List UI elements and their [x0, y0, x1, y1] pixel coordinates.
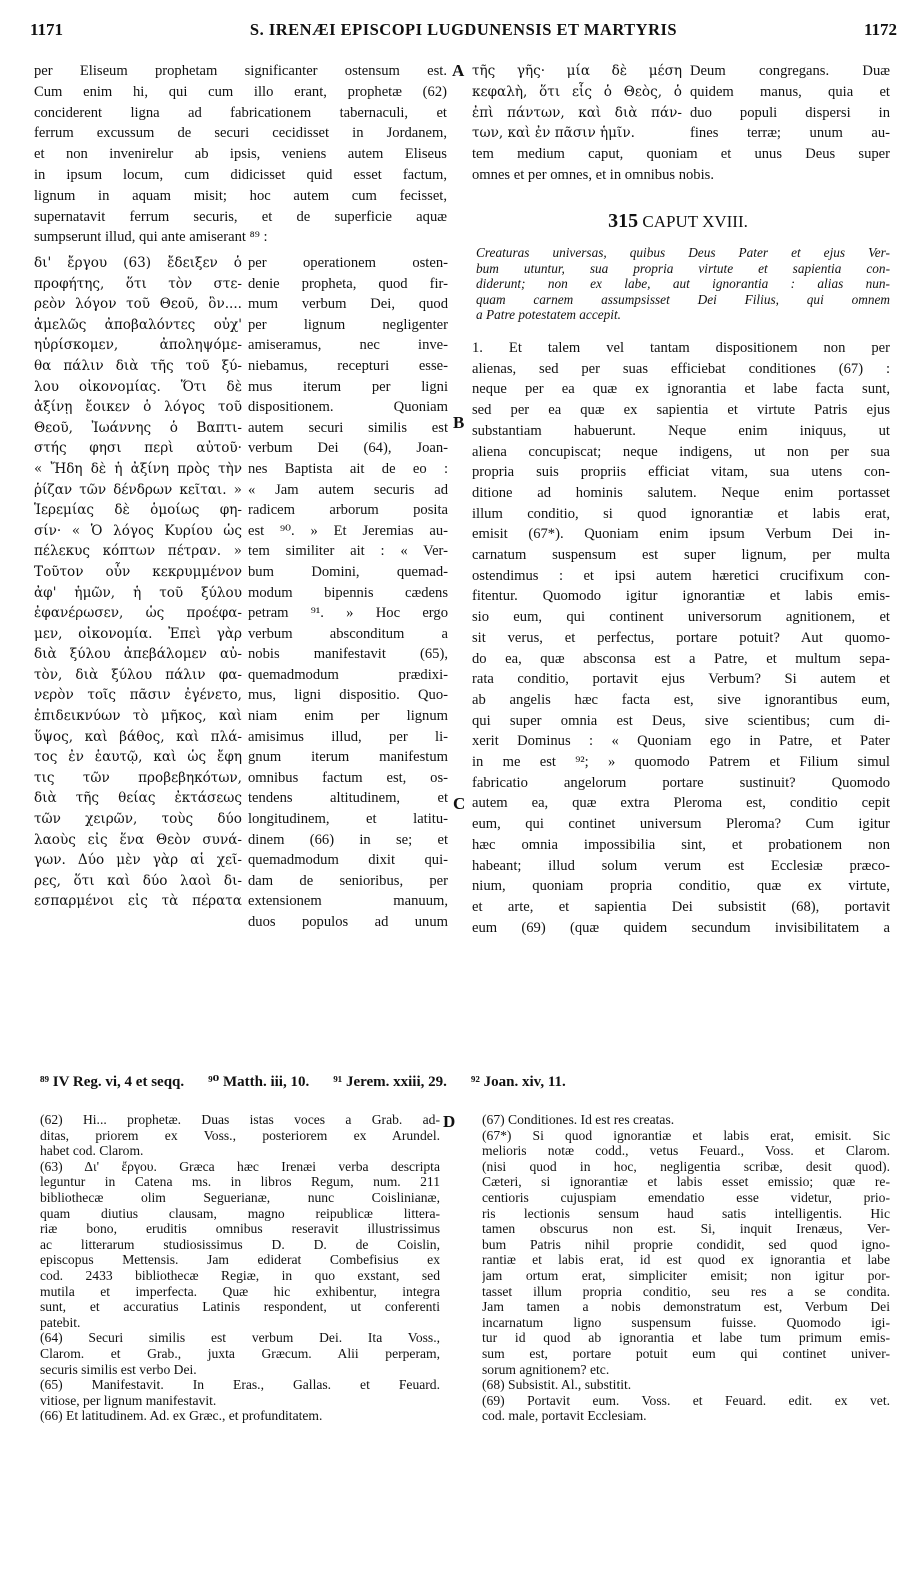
- right-greek-line: των, καὶ ἐν πᾶσιν ἡμῖν.: [472, 125, 635, 142]
- greek-line: ρες, ὅτι καὶ δύο λαοὶ δι-: [34, 872, 242, 889]
- scripture-ref: ⁸⁹ IV Reg. vi, 4 et seqq.: [40, 1074, 185, 1090]
- latin-line: est ⁹⁰. » Et Jeremias au-: [248, 522, 448, 539]
- note-line: patebit.: [40, 1314, 81, 1330]
- greek-line: ρεὸν λόγον τοῦ Θεοῦ, ὃν....: [34, 296, 242, 313]
- greek-line: διὰ ξύλου ἀπεβάλομεν αὐ-: [34, 646, 242, 663]
- note-line: sum est, portare potuit eum qui continet univer-: [482, 1345, 890, 1361]
- greek-line: τος ἐν ἑαυτῷ, καὶ ὡς ἔφη: [34, 749, 242, 766]
- latin-line: amisimus illud, per li-: [248, 728, 448, 745]
- body-line: autem ea, quæ extra Pleroma est, conditio cepit: [472, 795, 890, 812]
- greek-line: εσπαρμένοι εἰς τὰ πέρατα: [34, 893, 242, 910]
- latin-line: omnibus factum est, os-: [248, 769, 448, 786]
- greek-line: ηὑρίσκομεν, ἀποληψόμε-: [34, 337, 242, 354]
- note-line: tamen obscurus non est. Si, inquit Irenæus, Ver-: [482, 1221, 890, 1237]
- right-full-line: tem medium caput, quoniam et unus Deus super: [472, 146, 890, 162]
- chapter-heading: [466, 210, 890, 233]
- note-line: riæ bono, eruditis omnibus reseravit illustrissimus: [40, 1221, 440, 1237]
- latin-line: quemadmodum dixit qui-: [248, 852, 448, 869]
- page-number-left: 1171: [30, 20, 64, 39]
- greek-line: Τοῦτον οὖν κεκρυμμένον: [34, 563, 242, 580]
- body-line: eum (69) (quæ quidem secundum invisibilitatem a: [472, 919, 890, 936]
- greek-line: σίν· « Ὁ λόγος Κυρίου ὡς: [34, 522, 242, 539]
- body-line: emisit (67*). Quoniam enim ipsum Verbum Dei in-: [472, 526, 890, 543]
- note-line: (69) Portavit eum. Voss. et Feuard. edit. ex vet.: [482, 1392, 890, 1408]
- body-line: carnatum suspensum est super lignum, per multa: [472, 547, 890, 564]
- footnotes-right: [482, 1112, 890, 1424]
- note-line: rantiæ et labis erat, id est quod ex ignorantia et labe: [482, 1252, 890, 1268]
- body-line: in me est ⁹²; » quomodo Patrem et Filium simul: [472, 754, 890, 771]
- note-line: ris lectionis sensum haud satis intelligentis. Hic: [482, 1205, 890, 1221]
- note-line: Jam tamen a nobis demonstratum est, Verbum Dei: [482, 1299, 890, 1315]
- left-column-intro: [34, 61, 447, 248]
- latin-line: verbum Dei (64), Joan-: [248, 440, 448, 457]
- greek-line: προφήτης, ὅτι τὸν στε-: [34, 275, 242, 292]
- note-line: melioris notæ codd., vetus Feuard., Voss. et Clarom.: [482, 1143, 890, 1159]
- latin-line: per operationem osten-: [248, 255, 448, 271]
- latin-line: dispositionem. Quoniam: [248, 399, 448, 416]
- intro-line: lignum in aquam misit; hoc autem cum fecisset,: [34, 187, 447, 204]
- body-line: fitentur. Quomodo igitur ignorantiæ et labis emis-: [472, 588, 890, 605]
- greek-line: ἐφανέρωσεν, ὡς προέφα-: [34, 605, 242, 622]
- summary-line: a Patre potestatem accepit.: [476, 307, 621, 323]
- latin-line: gnum iterum manifestum: [248, 749, 448, 766]
- right-latin-line: fines terræ; unum au-: [690, 125, 890, 142]
- latin-line: mus iterum per ligni: [248, 378, 448, 395]
- scripture-ref: ⁹¹ Jerem. xxiii, 29.: [333, 1074, 447, 1090]
- greek-line: δι' ἔργου (63) ἔδειξεν ὁ: [34, 255, 242, 271]
- note-line: bibliothecæ olim Seguerianæ, nunc Coislinianæ,: [40, 1189, 440, 1205]
- note-line: tur id quod ab ignorantia et labe tum primum emis-: [482, 1330, 890, 1346]
- greek-line: ἀμελῶς ἀποβαλόντες οὐχ': [34, 316, 242, 333]
- right-latin-line: Deum congregans. Duæ: [690, 63, 890, 79]
- chapter-title: CAPUT XVIII.: [642, 212, 748, 231]
- latin-line: radicem arborum posita: [248, 502, 448, 519]
- body-line: propria suis propriis efficiat vitam, sua utens con-: [472, 464, 890, 481]
- greek-line: τῶν χειρῶν, τοὺς δύο: [34, 811, 242, 828]
- greek-line: στής φησι περὶ αὐτοῦ·: [34, 440, 242, 457]
- body-line: hæc omnia impossibilia sint, et probationem non: [472, 836, 890, 853]
- latin-subcolumn: [248, 253, 448, 933]
- latin-line: « Jam autem securis ad: [248, 481, 448, 498]
- greek-line: μεν, οἰκονομία. Ἐπεὶ γὰρ: [34, 625, 242, 642]
- body-line: et arte, et sapientia Dei subsistit (68), portavit: [472, 898, 890, 915]
- latin-line: verbum absconditum a: [248, 625, 448, 642]
- greek-line: διὰ τῆς θείας ἐκτάσεως: [34, 790, 242, 807]
- note-line: vitiose, per lignum manifestavit.: [40, 1392, 217, 1408]
- body-line: do ea, quæ absconsa est a Patre, et multum sepa-: [472, 650, 890, 667]
- note-line: mutila et imperfecta. Quæ hic exhibentur, integra: [40, 1283, 440, 1299]
- body-line: neque per ea quæ ex ignorantia et labe facta sunt,: [472, 381, 890, 398]
- margin-marker-c: C: [453, 794, 466, 813]
- note-line: securis similis est verbo Dei.: [40, 1361, 197, 1377]
- intro-line: in ipsum locum, cum didicisset quid esset factum,: [34, 166, 447, 183]
- latin-line: dam de senioribus, per: [248, 872, 448, 889]
- summary-line: quam carnem assumpsisset Dei Filius, qui omnem: [476, 291, 890, 307]
- latin-line: niebamus, recepturi esse-: [248, 357, 448, 374]
- latin-line: bum Domini, quemad-: [248, 563, 448, 580]
- greek-line: τὸν, διὰ ξύλου πάλιν φα-: [34, 666, 242, 683]
- greek-line: τις τῶν προβεβηκότων,: [34, 769, 242, 786]
- body-line: eum, qui continet universum Pleroma? Cum igitur: [472, 816, 890, 833]
- note-line: (65) Manifestavit. In Eras., Gallas. et Feuard.: [40, 1377, 440, 1393]
- note-line: centioris cujuspiam emendatio esse videtur, prio-: [482, 1189, 890, 1205]
- latin-line: extensionem manuum,: [248, 893, 448, 910]
- body-line: illum conditio, si quod ignorantiæ et labis erat,: [472, 505, 890, 522]
- greek-subcolumn: [34, 253, 242, 912]
- right-latin-subcolumn: [690, 61, 890, 144]
- latin-line: duos populos ad unum: [248, 914, 448, 930]
- latin-line: nes Baptista ait de eo :: [248, 460, 448, 477]
- running-header: [30, 20, 897, 46]
- greek-line: ῥίζαν τῶν δένδρων κεῖται. »: [34, 481, 242, 498]
- note-line: bum Patris nihil proprie condidit, sed quod igno-: [482, 1236, 890, 1252]
- summary-line: Creaturas universas, quibus Deus Pater et ejus Ver-: [476, 245, 890, 260]
- greek-line: ἀξίνῃ ἔοικεν ὁ λόγος τοῦ: [34, 399, 242, 416]
- running-title: S. IRENÆI EPISCOPI LUGDUNENSIS ET MARTYRIS: [249, 20, 678, 39]
- latin-line: amiseramus, nec inve-: [248, 337, 448, 354]
- note-line: sunt, et accuratius Latinis respondent, ut conferenti: [40, 1299, 440, 1315]
- note-line: (64) Securi similis est verbum Dei. Ita Voss.,: [40, 1330, 440, 1346]
- latin-line: niam enim per lignum: [248, 708, 448, 725]
- note-line: (nisi quod in hoc, negligentia scribæ, desit quod).: [482, 1158, 890, 1174]
- right-greek-subcolumn: [472, 61, 682, 144]
- latin-line: tem similiter ait : « Ver-: [248, 543, 448, 560]
- latin-line: modum bipennis cædens: [248, 584, 448, 601]
- body-line: ditione ad hominis salutem. Neque enim portasset: [472, 484, 890, 501]
- note-line: (62) Hi... prophetæ. Duas istas voces a Grab. ad-: [40, 1112, 440, 1127]
- note-line: tasset illum propria conditio, seu res a se condita.: [482, 1283, 890, 1299]
- note-line: cod. 2433 bibliothecæ Regiæ, in quo exstant, sed: [40, 1267, 440, 1283]
- greek-line: Θεοῦ, Ἰωάννης ὁ Βαπτι-: [34, 419, 242, 436]
- intro-line: conciderent ligna ad fabricationem tabernaculi, et: [34, 104, 447, 121]
- note-line: quam diutius clausam, magno reipublicæ littera-: [40, 1205, 440, 1221]
- note-line: (66) Et latitudinem. Ad. ex Græc., et profunditatem.: [40, 1408, 323, 1424]
- body-line: alienas, sed per suas efficiebat conditiones (67) :: [472, 360, 890, 377]
- intro-line: per Eliseum prophetam significanter ostensum est.: [34, 63, 447, 79]
- body-line: qui super omnia est Deus, sive scientibus; cum di-: [472, 712, 890, 729]
- right-column-body: [472, 338, 890, 938]
- greek-line: ὕψος, καὶ βάθος, καὶ πλά-: [34, 728, 242, 745]
- intro-line: sumpserunt illud, qui ante amiserant ⁸⁹ :: [34, 229, 268, 246]
- chapter-summary: [476, 245, 890, 323]
- latin-line: petram ⁹¹. » Hoc ergo: [248, 605, 448, 622]
- body-line: ostendimus : et ipsi autem hæretici crucifixum con-: [472, 567, 890, 584]
- note-line: jam ortum erat, simpliciter emisit; non igitur por-: [482, 1267, 890, 1283]
- right-latin-line: duo populi dispersi in: [690, 104, 890, 121]
- scripture-ref: ⁹² Joan. xiv, 11.: [470, 1074, 566, 1090]
- greek-line: « Ἤδη δὲ ἡ ἀξίνη πρὸς τὴν: [34, 460, 242, 477]
- note-line: leguntur in Catena ms. in libros Regum, num. 211: [40, 1174, 440, 1190]
- right-full-line: omnes et per omnes, et in omnibus nobis.: [472, 166, 714, 183]
- body-line: nium, quoniam propria conditio, quæ ex virtute,: [472, 878, 890, 895]
- body-line: aliena concupiscat; neque indigens, ut non per sua: [472, 443, 890, 460]
- scripture-references: [40, 1072, 900, 1091]
- body-line: ab angelis hæc facta est, sive ignorantibus eum,: [472, 691, 890, 708]
- latin-line: dinem (66) in se; et: [248, 831, 448, 848]
- right-greek-line: ἐπὶ πάντων, καὶ διὰ πάν-: [472, 104, 682, 121]
- note-line: ac litterarum studiosissimus D. D. de Coislin,: [40, 1236, 440, 1252]
- body-line: sit verus, et perfectus, portare potuit? Aut quomo-: [472, 629, 890, 646]
- latin-line: nobis manifestavit (65),: [248, 646, 448, 663]
- note-line: habet cod. Clarom.: [40, 1143, 144, 1159]
- footnotes-left: [40, 1112, 440, 1424]
- body-line: 1. Et talem vel tantam dispositionem non per: [472, 340, 890, 356]
- right-greek-line: κεφαλὴ, ὅτι εἷς ὁ Θεὸς, ὁ: [472, 83, 682, 100]
- right-greek-line: τῆς γῆς· μία δὲ μέση: [472, 63, 682, 79]
- body-line: xerit Dominus : « Quoniam ego in Patre, et Pater: [472, 733, 890, 750]
- latin-line: denie propheta, quod fir-: [248, 275, 448, 292]
- latin-line: per lignum negligenter: [248, 316, 448, 333]
- body-line: habeant; illud solum verum est Ecclesiæ præco-: [472, 857, 890, 874]
- note-line: (63) Δι' ἔργου. Græca hæc Irenæi verba descripta: [40, 1158, 440, 1174]
- latin-line: longitudinem, et latitu-: [248, 811, 448, 828]
- summary-line: bum utuntur, sua propria virtute et sapientia con-: [476, 260, 890, 276]
- chapter-number: 315: [608, 210, 639, 232]
- note-line: cod. male, portavit Ecclesiam.: [482, 1408, 647, 1424]
- page-number-right: 1172: [863, 20, 897, 39]
- margin-marker-b: B: [453, 413, 465, 432]
- note-line: incarnatum ligno suspensum fuisse. Quomodo igi-: [482, 1314, 890, 1330]
- note-line: sorum agnitionem? etc.: [482, 1361, 610, 1377]
- greek-line: λου οἰκονομίας. Ὅτι δὲ: [34, 378, 242, 395]
- scripture-ref: ⁹⁰ Matth. iii, 10.: [208, 1074, 310, 1090]
- intro-line: supernatavit ferrum securis, et de superficie aquæ: [34, 208, 447, 225]
- latin-line: quemadmodum prædixi-: [248, 666, 448, 683]
- latin-line: autem securi similis est: [248, 419, 448, 436]
- note-line: (68) Subsistit. Al., substitit.: [482, 1377, 632, 1393]
- margin-marker-d: D: [443, 1112, 456, 1131]
- note-line: Cæteri, si ignorantiæ et labis esset emissio; quæ re-: [482, 1174, 890, 1190]
- summary-line: diderunt; non ex labe, aut ignorantia : alias nun-: [476, 276, 890, 292]
- margin-marker-a: A: [452, 61, 465, 80]
- greek-line: λαοὺς εἰς ἕνα Θεὸν συνά-: [34, 831, 242, 848]
- greek-line: θα πάλιν διὰ τῆς τοῦ ξύ-: [34, 357, 242, 374]
- right-column-continuation: [472, 144, 890, 186]
- note-line: Clarom. et Grab., juxta Græcum. Alii perperam,: [40, 1345, 440, 1361]
- latin-line: mus, ligni dispositio. Quo-: [248, 687, 448, 704]
- body-line: fabricatio angelorum portare sustinuit? Quomodo: [472, 774, 890, 791]
- intro-line: et non invenirelur ab ipsis, veniens autem Eliseus: [34, 146, 447, 163]
- latin-line: tendens altitudinem, et: [248, 790, 448, 807]
- body-line: sed per ea quæ ex sapientia et virtute Patris ejus: [472, 402, 890, 419]
- latin-line: mum verbum Dei, quod: [248, 296, 448, 313]
- note-line: (67*) Si quod ignorantiæ et labis erat, emisit. Sic: [482, 1127, 890, 1143]
- note-line: (67) Conditiones. Id est res creatas.: [482, 1112, 675, 1127]
- greek-line: νερὸν τοῖς πᾶσιν ἐγένετο,: [34, 687, 242, 704]
- intro-line: Cum enim hi, qui cum illo erant, prophetæ (62): [34, 83, 447, 100]
- greek-line: πέλεκυς κόπτων πέτραν. »: [34, 543, 242, 560]
- greek-line: ἐπιδεικνύων τὸ μῆκος, καὶ: [34, 708, 242, 725]
- greek-line: γων. Δύο μὲν γὰρ αἱ χεῖ-: [34, 852, 242, 869]
- note-line: ditas, priorem ex Voss., posteriorem ex Arundel.: [40, 1127, 440, 1143]
- body-line: substantiam habuerunt. Neque enim iniquus, ut: [472, 422, 890, 439]
- body-line: rata conditio, portavit ejus Verbum? Si autem et: [472, 671, 890, 688]
- note-line: episcopus Mettensis. Jam ediderat Combefisius ex: [40, 1252, 440, 1268]
- intro-line: ferrum excussum de securi cecidisset in Jordanem,: [34, 125, 447, 142]
- body-line: sio eum, qui continent universorum agnitionem, et: [472, 609, 890, 626]
- greek-line: ἀφ' ἡμῶν, ἡ τοῦ ξύλου: [34, 584, 242, 601]
- greek-line: Ἱερεμίας δὲ ὁμοίως φη-: [34, 502, 242, 519]
- right-latin-line: quidem manus, quia et: [690, 83, 890, 100]
